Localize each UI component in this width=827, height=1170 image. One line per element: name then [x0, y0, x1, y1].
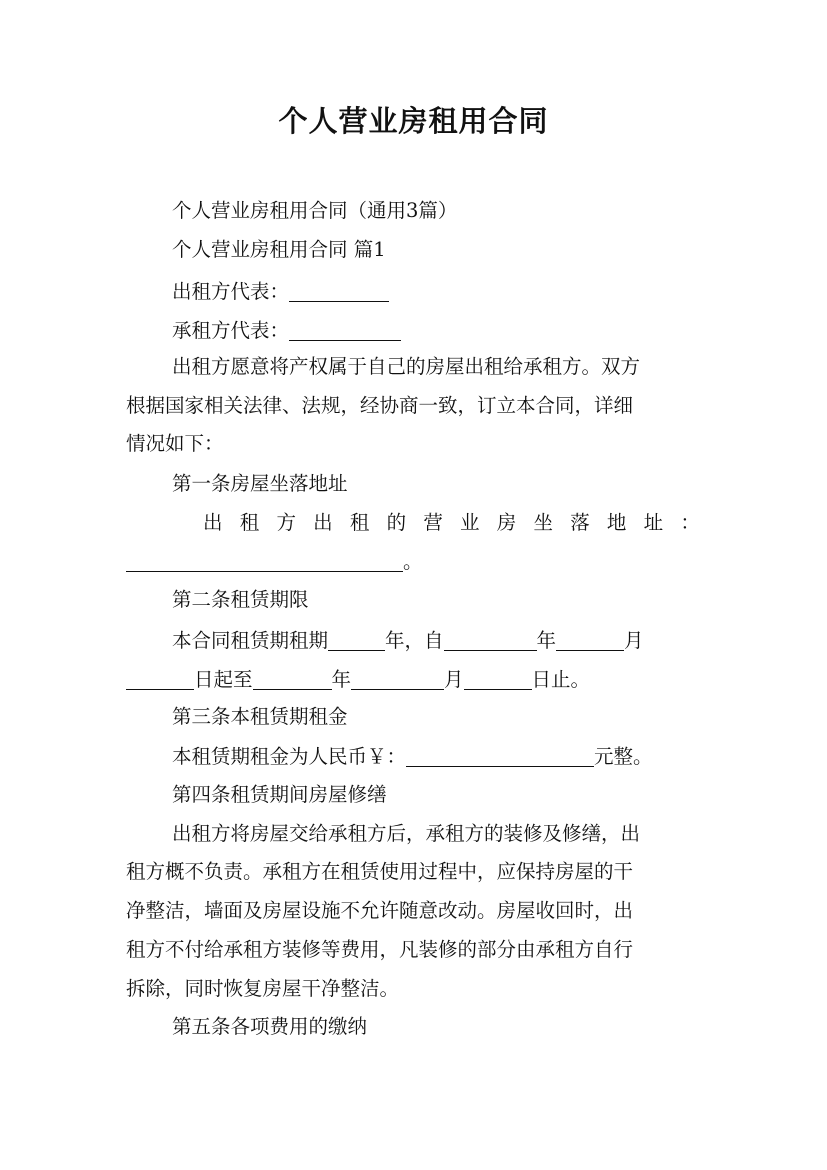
article-1-char: 业 — [460, 511, 480, 534]
article-2-line-2 — [126, 664, 702, 695]
article-4-line-1: 出租方将房屋交给承租方后，承租方的装修及修缮，出 — [172, 822, 641, 845]
article-3-text: 元整。 — [594, 745, 653, 768]
article-1-text — [203, 508, 700, 538]
end-year-blank — [253, 668, 332, 690]
article-1-char: 址 — [643, 511, 664, 534]
article-1-char: 租 — [349, 511, 370, 534]
article-1-char: 方 — [276, 511, 296, 534]
article-4-line-2: 租方概不负责。承租方在租赁使用过程中，应保持房屋的干 — [126, 860, 634, 883]
start-month-blank — [556, 629, 624, 651]
article-1-end: 。 — [403, 550, 423, 573]
lessor-rep-label: 出租方代表： — [172, 280, 290, 303]
article-2-text: 日起至 — [194, 668, 253, 691]
article-4-line-5: 拆除，同时恢复房屋干净整洁。 — [126, 977, 400, 1000]
article-2-text: 年 — [536, 629, 557, 652]
article-1-address-line — [126, 546, 702, 577]
article-1-char: 营 — [423, 511, 443, 534]
article-1-char: 出 — [313, 511, 333, 534]
article-2-text: 日止。 — [531, 668, 591, 691]
article-4-line-3: 净整洁，墙面及房屋设施不允许随意改动。房屋收回时，出 — [126, 899, 634, 922]
article-1-char: ： — [680, 511, 700, 534]
lessor-rep-line — [172, 276, 702, 307]
article-3-line — [172, 741, 702, 772]
lessee-rep-blank — [289, 319, 401, 341]
end-day-blank — [464, 668, 532, 690]
start-year-blank — [444, 629, 537, 651]
intro-line-2: 根据国家相关法律、法规，经协商一致，订立本合同，详细 — [126, 394, 634, 417]
intro-line-3: 情况如下： — [126, 432, 224, 455]
article-2-title: 第二条租赁期限 — [172, 588, 309, 611]
article-1-char: 的 — [386, 511, 407, 534]
article-2-text: 年 — [331, 668, 352, 691]
article-1-char: 房 — [496, 511, 517, 534]
article-1-char: 地 — [606, 511, 627, 534]
term-blank — [328, 629, 385, 651]
rent-amount-blank — [406, 745, 594, 767]
article-1-char: 出 — [203, 511, 223, 534]
lessee-rep-label: 承租方代表： — [172, 319, 290, 342]
start-day-blank — [126, 668, 194, 690]
article-2-text: 年，自 — [385, 629, 444, 652]
document-title: 个人营业房租用合同 — [278, 104, 549, 138]
end-month-blank — [351, 668, 444, 690]
article-3-title: 第三条本租赁期租金 — [172, 705, 348, 728]
article-1-char: 租 — [239, 511, 260, 534]
document-subtitle: 个人营业房租用合同（通用3篇） — [172, 199, 458, 222]
article-2-text: 本合同租赁期租期 — [172, 629, 329, 652]
intro-line-1: 出租方愿意将产权属于自己的房屋出租给承租方。双方 — [172, 355, 641, 378]
lessee-rep-line — [172, 315, 702, 346]
article-2-line-1 — [172, 625, 702, 656]
article-1-char: 坐 — [533, 511, 553, 534]
article-1-title: 第一条房屋坐落地址 — [172, 472, 348, 495]
lessor-rep-blank — [289, 280, 389, 302]
article-3-text: 本租赁期租金为人民币￥： — [172, 745, 407, 768]
article-4-title: 第四条租赁期间房屋修缮 — [172, 783, 387, 806]
section-heading: 个人营业房租用合同 篇1 — [172, 238, 386, 261]
article-2-text: 月 — [444, 668, 464, 691]
article-4-line-4: 租方不付给承租方装修等费用，凡装修的部分由承租方自行 — [126, 938, 634, 961]
article-5-title: 第五条各项费用的缴纳 — [172, 1015, 368, 1038]
article-1-char: 落 — [570, 511, 590, 534]
address-blank — [126, 550, 403, 572]
article-2-text: 月 — [624, 629, 644, 652]
